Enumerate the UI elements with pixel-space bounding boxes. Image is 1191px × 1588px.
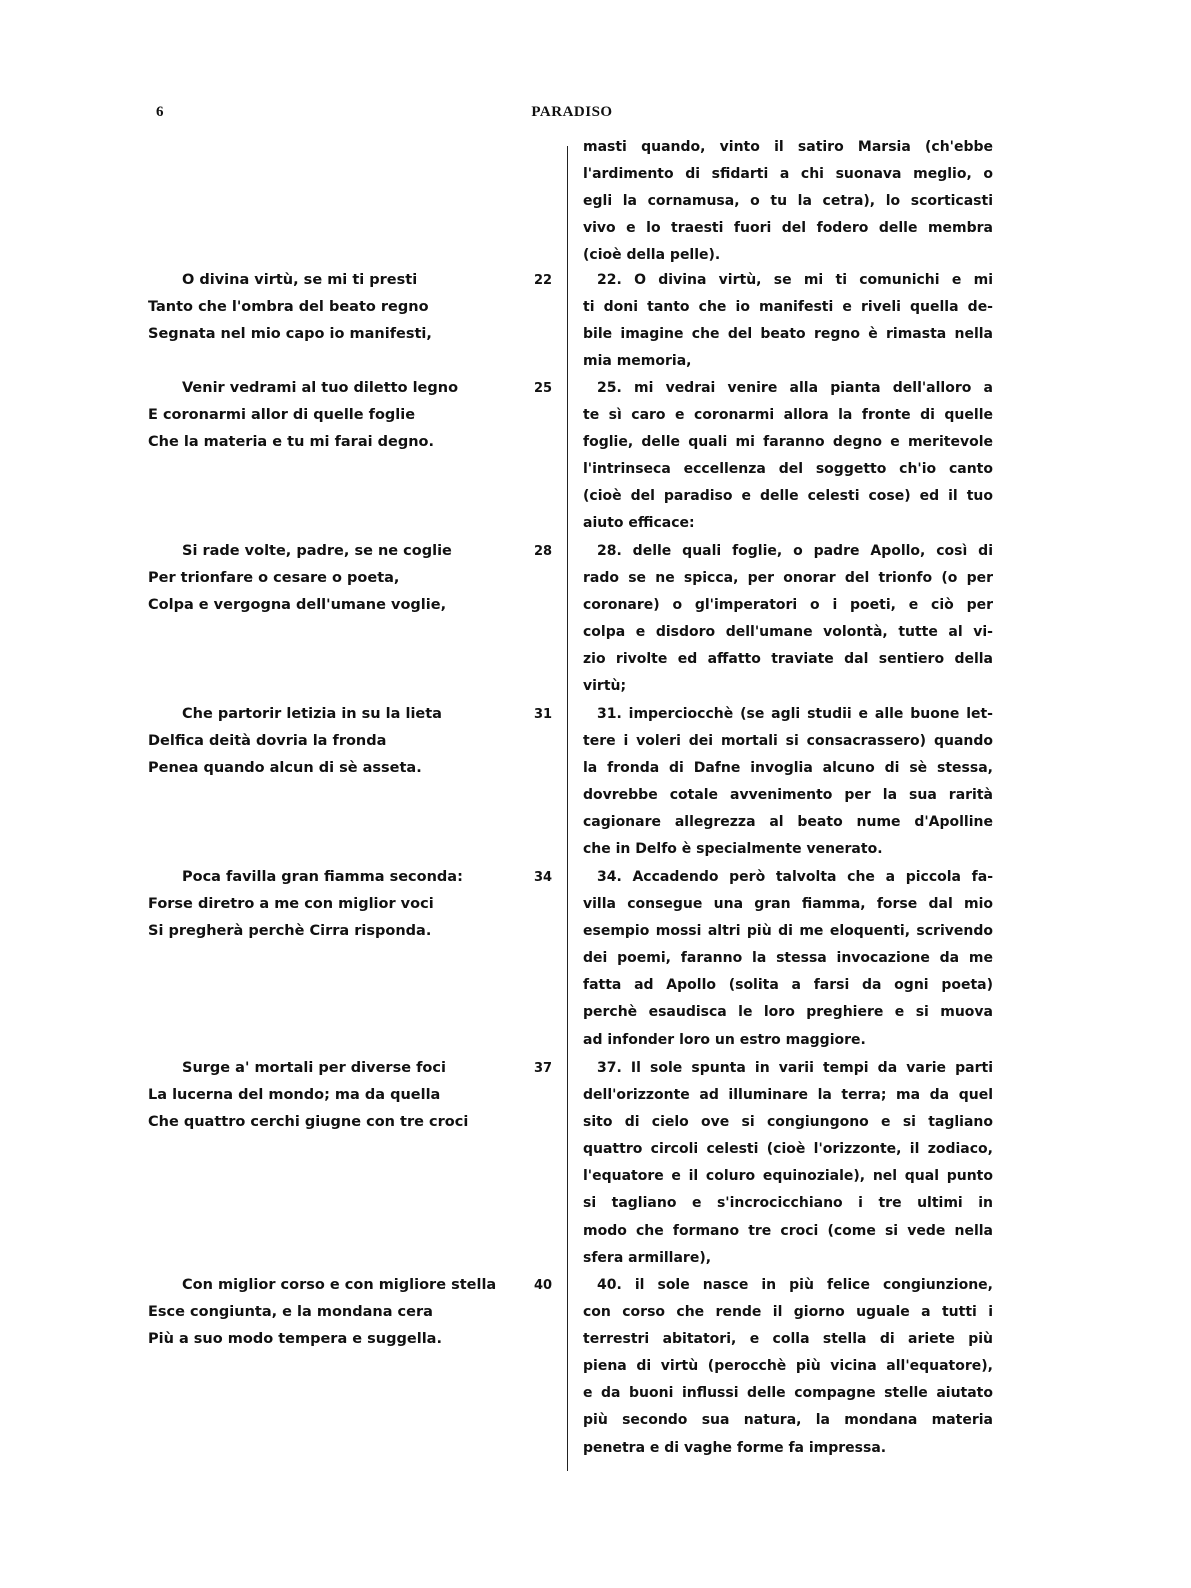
commentary-line: 40. il sole nasce in più felice congiunzione, [597, 1277, 993, 1293]
commentary-line: zio rivolte ed affatto traviate dal sentiero della [583, 651, 993, 668]
stanza-31 [148, 701, 523, 782]
commentary-line: egli la cornamusa, o tu la cetra), lo scorticasti [583, 193, 993, 210]
commentary-line: bile imagine che del beato regno è rimasta nella [583, 326, 993, 343]
verse-line: La lucerna del mondo; ma da quella [148, 1087, 441, 1103]
verse-line: Penea quando alcun di sè asseta. [148, 760, 422, 776]
stanza-22 [148, 267, 523, 348]
commentary-line: l'intrinseca eccellenza del soggetto ch'io canto [583, 461, 993, 478]
commentary-block [583, 701, 993, 864]
commentary-line: fatta ad Apollo (solita a farsi da ogni poeta) [583, 977, 993, 994]
commentary-line: foglie, delle quali mi faranno degno e meritevole [583, 434, 993, 451]
commentary-line: (cioè della pelle). [583, 247, 721, 264]
commentary-line: aiuto efficace: [583, 515, 695, 532]
verse-line: Segnata nel mio capo io manifesti, [148, 326, 432, 342]
commentary-line: più secondo sua natura, la mondana materia [583, 1412, 993, 1429]
stanza-37 [148, 1055, 523, 1136]
commentary-line: 28. delle quali foglie, o padre Apollo, così di [597, 543, 993, 559]
verse-number: 25 [533, 381, 553, 396]
commentary-line: ti doni tanto che io manifesti e riveli quella de- [583, 299, 993, 316]
verse-number: 40 [533, 1278, 553, 1293]
commentary-line: rado se ne spicca, per onorar del trionfo (o per [583, 570, 993, 587]
commentary-block [583, 864, 993, 1054]
commentary-block [583, 134, 993, 269]
commentary-line: colpa e disdoro dell'umane volontà, tutte al vi- [583, 624, 993, 641]
commentary-line: dell'orizzonte ad illuminare la terra; ma da quel [583, 1087, 993, 1104]
verse-line: Surge a' mortali per diverse foci [182, 1060, 446, 1076]
commentary-line: dei poemi, faranno la stessa invocazione da me [583, 950, 993, 967]
stanza-34 [148, 864, 523, 945]
verse-number: 34 [533, 870, 553, 885]
commentary-line: mia memoria, [583, 353, 692, 370]
commentary-line: perchè esaudisca le loro preghiere e si muova [583, 1004, 993, 1021]
verse-line: Più a suo modo tempera e suggella. [148, 1331, 442, 1347]
column-divider [567, 146, 568, 1471]
verse-line: Che quattro cerchi giugne con tre croci [148, 1114, 469, 1130]
verse-line: Con miglior corso e con migliore stella [182, 1277, 497, 1293]
commentary-line: e da buoni influssi delle compagne stelle aiutato [583, 1385, 993, 1402]
verse-line: Che la materia e tu mi farai degno. [148, 434, 435, 450]
commentary-line: modo che formano tre croci (come si vede nella [583, 1222, 993, 1239]
commentary-line: penetra e di vaghe forme fa impressa. [583, 1439, 887, 1456]
verse-line: Tanto che l'ombra del beato regno [148, 299, 429, 315]
commentary-line: che in Delfo è specialmente venerato. [583, 841, 883, 858]
verse-number: 28 [533, 544, 553, 559]
commentary-line: si tagliano e s'incrocicchiano i tre ultimi in [583, 1195, 993, 1212]
commentary-line: te sì caro e coronarmi allora la fronte di quelle [583, 407, 993, 424]
commentary-line: masti quando, vinto il satiro Marsia (ch'ebbe [583, 139, 993, 155]
commentary-line: 37. Il sole spunta in varii tempi da varie parti [597, 1060, 993, 1076]
verse-line: Che partorir letizia in su la lieta [182, 706, 442, 722]
commentary-line: dovrebbe cotale avvenimento per la sua rarità [583, 787, 993, 804]
verse-number: 22 [533, 273, 553, 288]
commentary-line: l'equatore e il coluro equinoziale), nel qual punto [583, 1168, 993, 1185]
commentary-line: ad infonder loro un estro maggiore. [583, 1031, 866, 1048]
commentary-line: sfera armillare), [583, 1249, 712, 1266]
commentary-line: tere i voleri dei mortali si consacrassero) quando [583, 733, 993, 750]
commentary-line: esempio mossi altri più di me eloquenti, scrivendo [583, 923, 993, 940]
commentary-block [583, 1055, 993, 1272]
verse-line: Forse diretro a me con miglior voci [148, 896, 434, 912]
verse-line: Colpa e vergogna dell'umane voglie, [148, 597, 447, 613]
commentary-line: (cioè del paradiso e delle celesti cose) ed il tuo [583, 488, 993, 505]
commentary-line: 22. O divina virtù, se mi ti comunichi e mi [597, 272, 993, 288]
page-number: 6 [156, 104, 164, 120]
stanza-28 [148, 538, 523, 619]
commentary-line: l'ardimento di sfidarti a chi suonava meglio, o [583, 166, 993, 183]
stanza-40 [148, 1272, 523, 1353]
commentary-line: virtù; [583, 678, 627, 695]
stanza-25 [148, 375, 523, 456]
commentary-block [583, 375, 993, 538]
verse-line: Poca favilla gran fiamma seconda: [182, 869, 463, 885]
verse-line: Si pregherà perchè Cirra risponda. [148, 923, 432, 939]
verse-line: Si rade volte, padre, se ne coglie [182, 543, 452, 559]
verse-line: O divina virtù, se mi ti presti [182, 272, 418, 288]
commentary-line: vivo e lo traesti fuori del fodero delle membra [583, 220, 993, 237]
commentary-block [583, 267, 993, 375]
verse-number: 37 [533, 1061, 553, 1076]
verse-line: Delfica deità dovria la fronda [148, 733, 387, 749]
commentary-line: quattro circoli celesti (cioè l'orizzonte, il zodiaco, [583, 1141, 993, 1158]
commentary-line: 25. mi vedrai venire alla pianta dell'alloro a [597, 380, 993, 396]
running-title: PARADISO [531, 104, 613, 120]
verse-line: E coronarmi allor di quelle foglie [148, 407, 416, 423]
verse-line: Esce congiunta, e la mondana cera [148, 1304, 433, 1320]
commentary-line: villa consegue una gran fiamma, forse dal mio [583, 896, 993, 913]
commentary-line: coronare) o gl'imperatori o i poeti, e ciò per [583, 597, 993, 614]
commentary-line: cagionare allegrezza al beato nume d'Apolline [583, 814, 993, 831]
commentary-line: piena di virtù (perocchè più vicina all'equatore), [583, 1358, 993, 1375]
verse-number: 31 [533, 707, 553, 722]
commentary-line: con corso che rende il giorno uguale a tutti i [583, 1304, 993, 1321]
commentary-line: 34. Accadendo però talvolta che a piccola fa- [597, 869, 993, 885]
commentary-line: terrestri abitatori, e colla stella di ariete più [583, 1331, 993, 1348]
commentary-line: la fronda di Dafne invoglia alcuno di sè stessa, [583, 760, 993, 777]
verse-line: Per trionfare o cesare o poeta, [148, 570, 400, 586]
commentary-block [583, 1272, 993, 1462]
commentary-line: sito di cielo ove si congiungono e si tagliano [583, 1114, 993, 1131]
commentary-line: 31. imperciocchè (se agli studii e alle buone let- [597, 706, 993, 722]
commentary-block [583, 538, 993, 701]
verse-line: Venir vedrami al tuo diletto legno [182, 380, 459, 396]
